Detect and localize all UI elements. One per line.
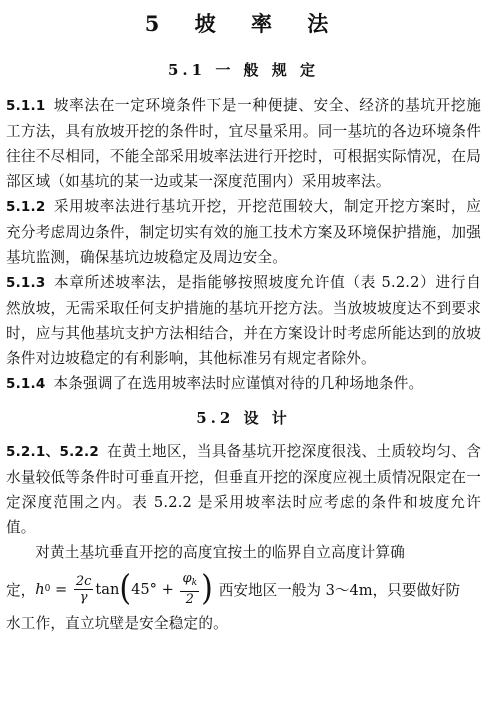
formula-angle: 45° + bbox=[131, 580, 179, 598]
formula-tan: tan bbox=[95, 580, 120, 598]
clause-text: 采用坡率法进行基坑开挖，开挖范围较大，制定开挖方案时，应充分考虑周边条件，制定切实有效的施工技术方案及环境保护措施，加强基坑监测，确保基坑边坡稳定及周边安全。 bbox=[6, 198, 481, 266]
clause-number: 5.1.1 bbox=[6, 98, 46, 114]
clause-5-1-3 bbox=[6, 270, 481, 371]
fraction-denominator: γ bbox=[79, 589, 88, 605]
formula-lead: 定， bbox=[6, 581, 36, 599]
formula-line bbox=[6, 567, 481, 611]
clause-number: 5.1.3 bbox=[6, 275, 46, 291]
clause-text: 在黄土地区，当具备基坑开挖深度很浅、土质较均匀、含水量较低等条件时可垂直开挖，但垂直开挖的深度应视土质情况限定在一定深度范围之内。表 5.2.2 是采用坡率法时应考虑的条件和坡度允许值。 bbox=[6, 443, 481, 536]
formula-h-subscript: 0 bbox=[44, 584, 51, 594]
clause-number: 5.2.1、5.2.2 bbox=[6, 444, 99, 460]
clause-5-2-1-5-2-2 bbox=[6, 439, 481, 540]
clause-number: 5.1.2 bbox=[6, 199, 46, 215]
fraction-numerator: 2c bbox=[75, 573, 92, 589]
formula-tail-text: 西安地区一般为 3～4m，只要做好防 bbox=[218, 581, 461, 599]
closing-line: 水工作，直立坑壁是安全稳定的。 bbox=[6, 615, 228, 632]
formula-h: h bbox=[35, 580, 45, 598]
document-page bbox=[0, 6, 495, 726]
fraction-numerator-phi: $\varphi_k$ bbox=[180, 571, 199, 592]
clause-5-1-4 bbox=[6, 371, 481, 397]
clause-number: 5.1.4 bbox=[6, 376, 46, 392]
section-title-5-2: 5.2 设 计 bbox=[196, 409, 291, 427]
section-title-5-1: 5.1 一 般 规 定 bbox=[168, 61, 319, 79]
left-paren: ( bbox=[119, 568, 132, 609]
clause-text: 坡率法在一定环境条件下是一种便捷、安全、经济的基坑开挖施工方法，具有放坡开挖的条件时，宜尽量采用。同一基坑的各边环境条件往往不尽相同，不能全部采用坡率法进行开挖时，可根据实际情况，在局部区域（如基坑的某一边或某一深度范围内）采用坡率法。 bbox=[6, 97, 481, 190]
chapter-title: 5 坡 率 法 bbox=[144, 11, 343, 36]
clause-text: 本章所述坡率法，是指能够按照坡度允许值（表 5.2.2）进行自然放坡，无需采取任何支护措施的基坑开挖方法。当放坡坡度达不到要求时，应与其他基坑支护方法相结合，并在方案设计时考虑所能达到的放坡条件对边坡稳定的有利影响，其他标准另有规定者除外。 bbox=[6, 274, 481, 367]
right-paren: ) bbox=[201, 568, 213, 609]
formula-fraction-2c-gamma bbox=[74, 574, 94, 605]
formula-fraction-phi-2 bbox=[180, 571, 199, 607]
clause-5-1-2 bbox=[6, 194, 481, 270]
clause-text: 本条强调了在选用坡率法时应谨慎对待的几种场地条件。 bbox=[53, 375, 424, 392]
formula-equals: = bbox=[50, 580, 72, 598]
clause-5-1-1 bbox=[6, 93, 481, 194]
fraction-denominator-2: 2 bbox=[185, 592, 194, 607]
formula-intro-paragraph: 对黄土基坑垂直开挖的高度宜按土的临界自立高度计算确 bbox=[35, 544, 406, 561]
